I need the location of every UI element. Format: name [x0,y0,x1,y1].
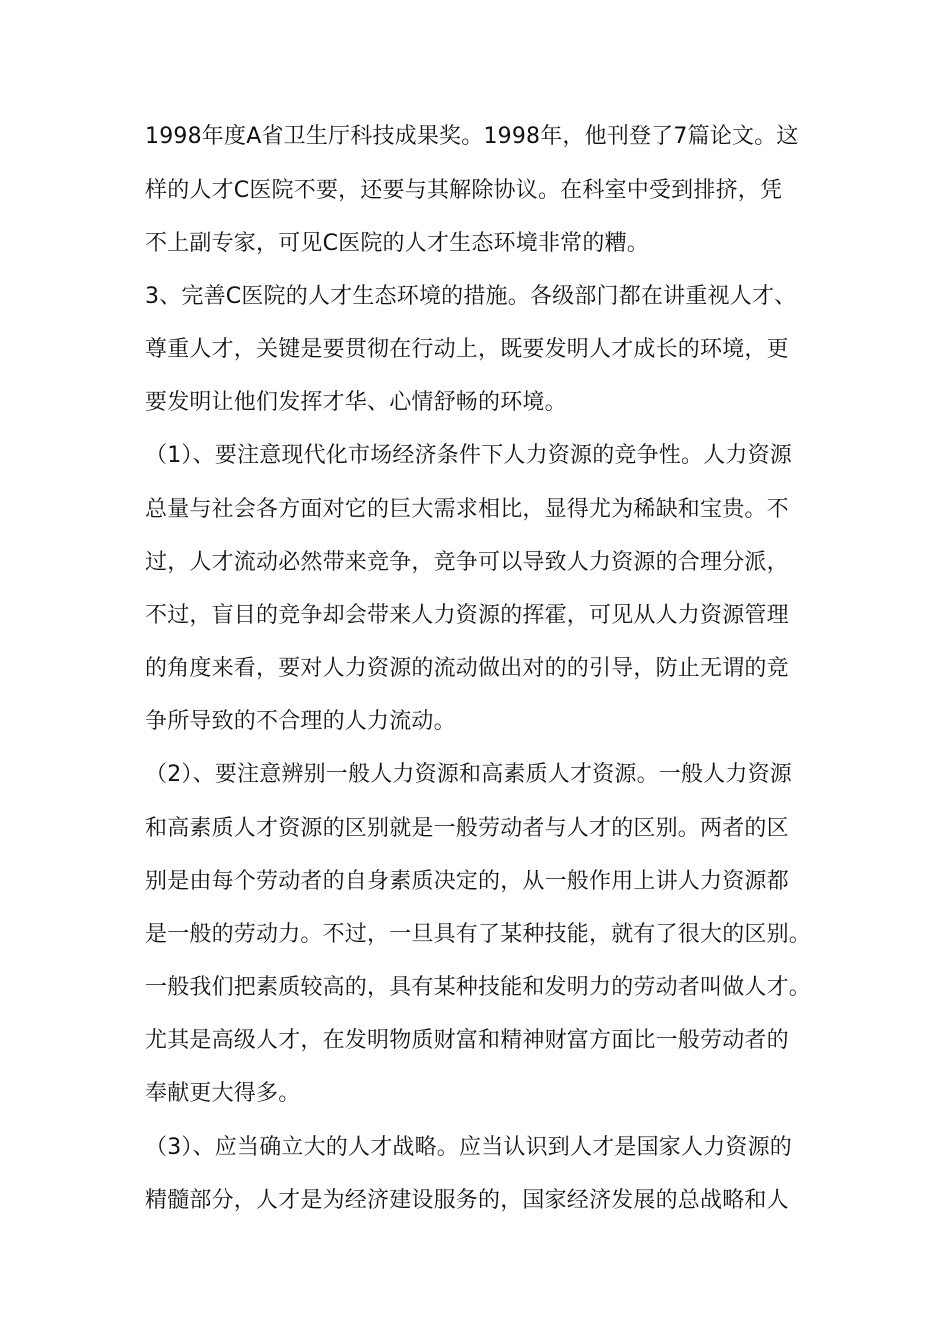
text-line: 和高素质人才资源的区别就是一般劳动者与人才的区别。两者的区 [145,816,789,841]
text-line: 总量与社会各方面对它的巨大需求相比，显得尤为稀缺和宝贵。不 [145,497,789,522]
text-line: （2）、要注意辨别一般人力资源和高素质人才资源。一般人力资源 [145,762,792,787]
text-line: 1998年度A省卫生厅科技成果奖。1998年，他刊登了7篇论文。这 [145,124,799,149]
text-line: 要发明让他们发挥才华、心情舒畅的环境。 [145,390,567,415]
text-line: 奉献更大得多。 [145,1081,301,1106]
text-line: 是一般的劳动力。不过，一旦具有了某种技能，就有了很大的区别。 [145,922,812,947]
text-line: （1）、要注意现代化市场经济条件下人力资源的竞争性。人力资源 [145,443,792,468]
text-line: 争所导致的不合理的人力流动。 [145,709,456,734]
text-line: 过，人才流动必然带来竞争，竞争可以导致人力资源的合理分派， [145,550,789,575]
text-line: 不上副专家，可见C医院的人才生态环境非常的糟。 [145,231,649,256]
text-line: 一般我们把素质较高的，具有某种技能和发明力的劳动者叫做人才。 [145,975,812,1000]
text-line: 精髓部分，人才是为经济建设服务的，国家经济发展的总战略和人 [145,1188,789,1213]
text-line: 尤其是高级人才，在发明物质财富和精神财富方面比一般劳动者的 [145,1028,789,1053]
text-line: 别是由每个劳动者的自身素质决定的，从一般作用上讲人力资源都 [145,869,789,894]
text-line: 尊重人才，关键是要贯彻在行动上，既要发明人才成长的环境，更 [145,337,789,362]
text-line: 3、完善C医院的人才生态环境的措施。各级部门都在讲重视人才、 [145,284,797,309]
text-line: 不过，盲目的竞争却会带来人力资源的挥霍，可见从人力资源管理 [145,603,789,628]
text-line: （3）、应当确立大的人才战略。应当认识到人才是国家人力资源的 [145,1135,792,1160]
text-line: 样的人才C医院不要，还要与其解除协议。在科室中受到排挤，凭 [145,178,783,203]
text-line: 的角度来看，要对人力资源的流动做出对的的引导，防止无谓的竞 [145,656,789,681]
